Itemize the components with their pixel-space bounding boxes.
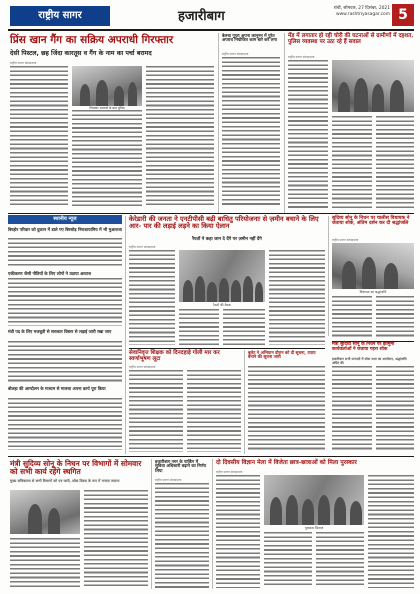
- left-story-3-headline: मंत्री पद के लिए मजबूती से सराकार विस्तर से लड़ाई जारी रखा जाए: [8, 329, 112, 334]
- mid-top-headline: बेलचा गुप्ता अपना कानूनन में पूरेत अपराध नियोजित काम बारे करें लगा: [222, 33, 277, 43]
- column-divider: [244, 350, 245, 454]
- column-divider: [218, 33, 219, 213]
- masthead-city: हजारीबाग: [178, 9, 225, 24]
- left-story-4-body: [8, 398, 122, 450]
- lead-photo-caption: गिरफ्तार अपराधी के साथ पुलिस: [89, 106, 125, 110]
- left-story-1-headline: बिरहोर परिवार को दुकान में डाले गए बिरसोड़ निराशायामिय में भी मुआवजा: [8, 227, 122, 232]
- bottom-right-body-col3: [316, 532, 364, 588]
- teacher-headline: सेवानिवृत्त शिक्षक को दिनदहाड़े गोली मार कर स्वर्णाभूषण लूटा: [129, 350, 220, 362]
- city-news-label: स्थानीय न्यूज: [8, 215, 122, 224]
- right-top-headline: मेंड में लगातार हो रही चोरी की घटनाओं से ग्रामीणों में दहशत, पुलिस व्यवस्था पर उठा रहे हैं सवाल: [288, 33, 414, 45]
- bottom-right-byline: राष्ट्रीय सागर संवाददाता: [216, 470, 243, 474]
- column-divider: [328, 216, 329, 336]
- main-body-col3: [223, 309, 265, 345]
- mid-small-body: [248, 366, 325, 452]
- lead-byline: राष्ट्रीय सागर संवाददाता: [10, 61, 37, 65]
- right-top-byline: राष्ट्रीय सागर संवाददाता: [288, 55, 315, 59]
- bottom-left-dek: मुख्य सचिवालय से सभी विभागों को पत्र जारी, शोक दिवस के रूप में मनाया जाएगा: [10, 479, 120, 483]
- right-mid-body-col2: [376, 296, 414, 338]
- bottom-right-body-col1: [216, 475, 260, 588]
- bottom-left-headline: मंत्री सुदिव्य सोनू के निधन पर विभागों में सोमवार को सभी कार्य रहेंगे स्थगित: [10, 459, 142, 476]
- teacher-body-col1: [129, 370, 183, 452]
- right-lower-body-col2: [376, 366, 414, 452]
- left-story-2-headline: एकीकरण जैसी नीतियों के लिए लोगों ने उठाया आवाज: [8, 271, 91, 276]
- mid-small-headline: बुलेट ने अभियान दौरान को दी सूचना, उपाय बनाने की सूचना जारी: [248, 350, 316, 360]
- main-body-col2: [179, 309, 219, 345]
- right-top-body-col3: [376, 116, 414, 210]
- column-divider: [284, 33, 285, 213]
- bottom-right-headline: दो दिवसीय विज्ञान मेला में विजेता छात्र-छात्राओं को मिला पुरस्कार: [216, 459, 357, 466]
- mid-top-byline: राष्ट्रीय सागर संवाददाता: [222, 52, 249, 56]
- bottom-right-photo-caption: पुरस्कार वितरण: [304, 526, 324, 530]
- right-lower-headline: मंत्री सुदिव्य सोनू के निधन पर झामुमो कार्यकर्ताओं ने जताया गहरा शोक: [332, 342, 395, 352]
- bottom-left-body-col2: [84, 490, 148, 588]
- bottom-right-body-col2: [264, 532, 312, 588]
- main-photo-caption: रैयतों की बैठक: [213, 303, 231, 307]
- section-rule: [129, 348, 325, 349]
- lead-body-col2: [72, 110, 142, 206]
- left-story-1-body: [8, 238, 122, 268]
- right-mid-headline: सुदिव्य सोनू के निधन पर चालीस विधायक ने जताया शोक, अंतिम दर्शन कर दी श्रद्धांजलि: [332, 215, 410, 227]
- bottom-mid-byline: राष्ट्रीय सागर संवाददाता: [155, 478, 182, 482]
- column-divider: [151, 459, 152, 589]
- lead-dek: देसी पिस्टल, छह जिंदा कारतूस व गैंग के नाम का पर्चा बरामद: [10, 50, 152, 57]
- bottom-mid-headline: हजारीबाग नगर के पार्किंग में सुविधा अधिकारी बढ़ाने का निर्णय लिया: [155, 459, 207, 473]
- bottom-left-body-col1: [10, 538, 80, 588]
- main-headline: केरेडारी की जनता ने एनटीपीसी बढ़ी बाधितु परियोजनाः से ज़मीन बचाने के लिए आर- पार की लड़ाई लड़ने का किया ऐलान: [129, 215, 319, 230]
- right-mid-body-col1: [332, 296, 372, 338]
- bottom-right-body-col4: [368, 475, 414, 588]
- left-story-2-body: [8, 278, 122, 326]
- masthead-rule: [8, 29, 414, 31]
- bottom-mid-body: [155, 483, 209, 588]
- right-top-body-col2: [332, 116, 372, 210]
- teacher-byline: राष्ट्रीय सागर संवाददाता: [129, 365, 156, 369]
- right-mid-photo: [332, 243, 414, 289]
- teacher-body-col2: [187, 370, 241, 452]
- right-mid-photo-caption: विधायक का श्रद्धांजलि: [359, 290, 387, 294]
- main-body-col4: [269, 250, 325, 345]
- right-lower-dek: हजारीबाग सभी जनपदों में शोक सभा का आयोजन, श्रद्धांजलि अर्पित की: [332, 357, 407, 365]
- column-divider: [125, 216, 126, 454]
- main-byline: राष्ट्रीय सागर संवाददाता: [129, 245, 156, 249]
- left-story-4-headline: बोलहा की आन्दोलन के माध्यम से मालचा अपना कार्य पूरा किया: [8, 386, 106, 391]
- right-top-body-col1: [288, 60, 328, 210]
- page-number: 5: [392, 4, 414, 26]
- right-top-photo: [332, 60, 414, 112]
- right-lower-body-col1: [332, 366, 372, 452]
- lead-photo: [72, 66, 142, 106]
- bottom-left-photo: [10, 490, 80, 534]
- main-photo: [179, 250, 265, 302]
- masthead-brand: राष्ट्रीय सागर: [10, 6, 110, 26]
- section-rule: [8, 213, 414, 214]
- masthead-date: [315, 6, 390, 18]
- web-address: www.rashtriyasagar.com: [336, 12, 390, 17]
- right-mid-byline: राष्ट्रीय सागर संवाददाता: [332, 238, 359, 242]
- lead-headline: प्रिंस खान गैंग का सक्रिय अपराधी गिरफ्तार: [10, 34, 174, 46]
- left-story-3-body: [8, 341, 122, 383]
- main-body-col1: [129, 250, 175, 345]
- mid-top-body: [222, 57, 280, 207]
- section-rule: [8, 456, 414, 457]
- date-line: रांची, सोमवार, 27 दिसंबर, 2021: [333, 6, 390, 11]
- main-dek: रैयतों ने कहा जान दे देंगे पर ज़मीन नहीं देंगे: [192, 237, 262, 242]
- bottom-right-photo: [264, 475, 364, 525]
- lead-body-col3: [146, 66, 214, 206]
- column-divider: [212, 459, 213, 589]
- lead-body-col1: [10, 66, 68, 206]
